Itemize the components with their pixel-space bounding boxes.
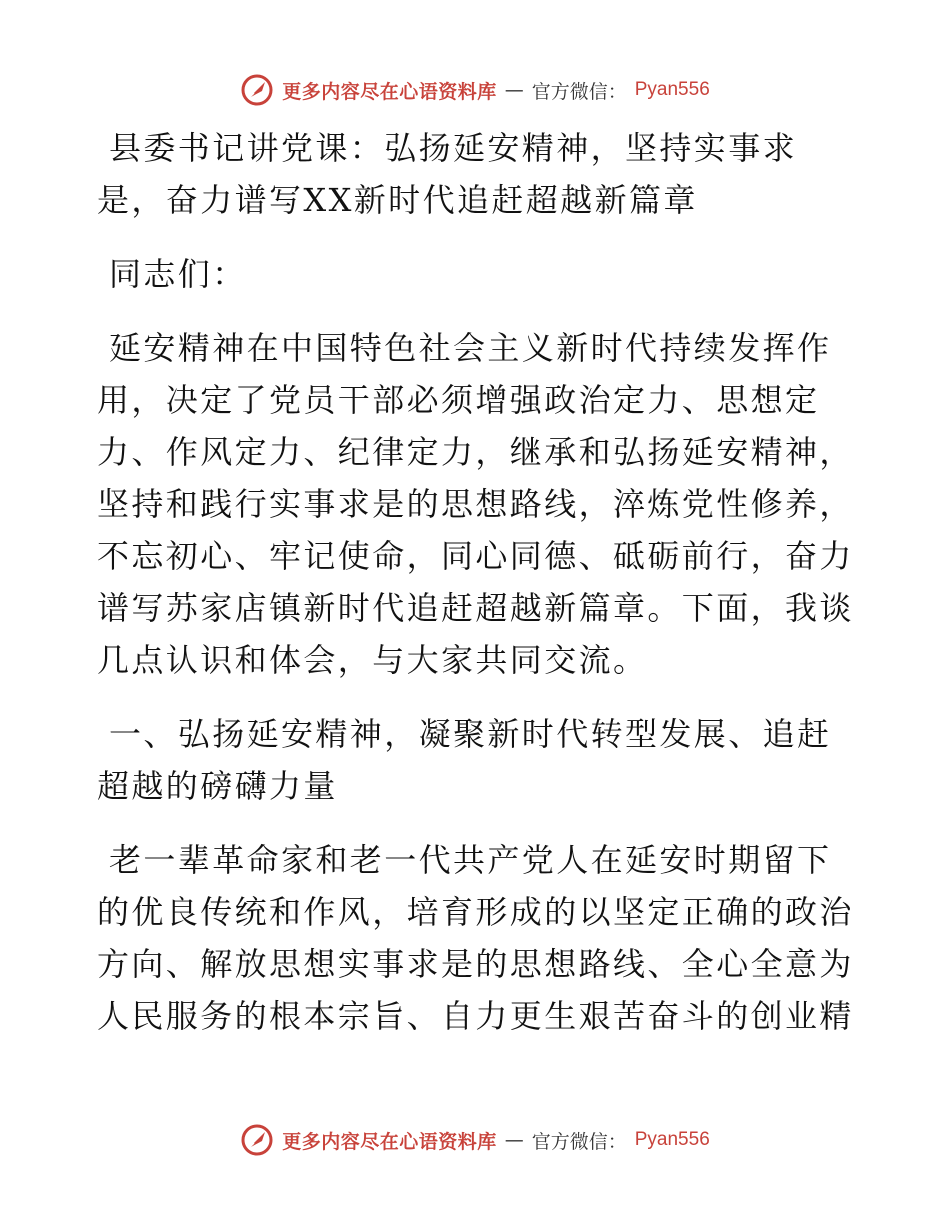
section-heading-line: 超越的磅礴力量 — [97, 767, 338, 805]
watermark-account: Pyan556 — [634, 1129, 710, 1150]
watermark-account: Pyan556 — [634, 79, 710, 100]
footer-watermark — [0, 1120, 950, 1160]
section-body-line: 老一辈革命家和老一代共产党人在延安时期留下 — [109, 841, 832, 879]
title-line-1: 县委书记讲党课：弘扬延安精神，坚持实事求 — [109, 129, 798, 167]
document-body — [97, 122, 857, 1042]
watermark-brand: 更多内容尽在心语资料库 — [282, 80, 497, 103]
header-watermark — [0, 70, 950, 110]
intro-line: 几点认识和体会，与大家共同交流。 — [97, 641, 648, 679]
watermark-label: 官方微信： — [531, 80, 627, 103]
intro-line: 用，决定了党员干部必须增强政治定力、思想定 — [97, 381, 820, 419]
intro-line: 坚持和践行实事求是的思想路线，淬炼党性修养， — [97, 485, 854, 523]
intro-line: 谱写苏家店镇新时代追赶超越新篇章。下面，我谈 — [97, 589, 854, 627]
intro-line: 延安精神在中国特色社会主义新时代持续发挥作 — [109, 329, 832, 367]
watermark-label: 官方微信： — [531, 1130, 627, 1153]
quill-pen-logo-icon — [240, 1123, 274, 1157]
title-line-2: 是，奋力谱写XX新时代追赶超越新篇章 — [97, 181, 698, 219]
section-body-line: 方向、解放思想实事求是的思想路线、全心全意为 — [97, 945, 854, 983]
watermark-brand: 更多内容尽在心语资料库 — [282, 1130, 497, 1153]
intro-line: 不忘初心、牢记使命，同心同德、砥砺前行，奋力 — [97, 537, 854, 575]
salutation: 同志们： — [109, 255, 247, 293]
watermark-dash: — — [504, 79, 524, 101]
watermark-dash: — — [504, 1129, 524, 1151]
intro-line: 力、作风定力、纪律定力，继承和弘扬延安精神， — [97, 433, 854, 471]
section-heading-line: 一、弘扬延安精神，凝聚新时代转型发展、追赶 — [109, 715, 832, 753]
quill-pen-logo-icon — [240, 73, 274, 107]
section-body-line: 人民服务的根本宗旨、自力更生艰苦奋斗的创业精 — [97, 997, 854, 1035]
section-body-line: 的优良传统和作风，培育形成的以坚定正确的政治 — [97, 893, 854, 931]
